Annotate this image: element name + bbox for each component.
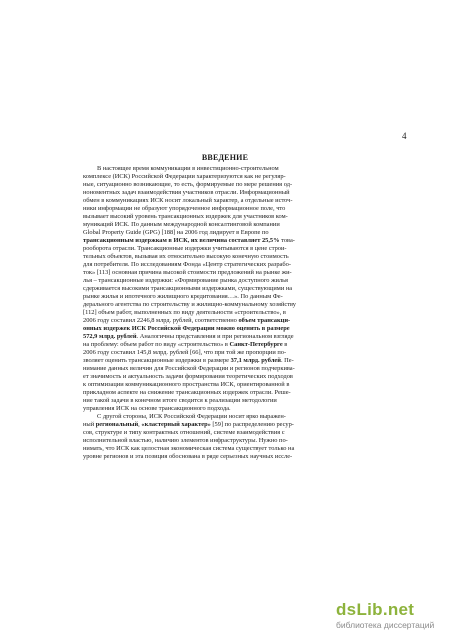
text-run: 2006 году составил 145,8 млрд. рублей [66], что при той же пропорции по-: [83, 349, 287, 356]
text-run: сов, структуре и типу контрактных отношений, системе взаимодействия с: [83, 429, 285, 436]
text-run: тельных объектов, вызывая их относительно высокую конечную стоимость: [83, 253, 289, 260]
logo-subtitle: библиотека диссертаций: [336, 620, 435, 630]
text-run: лья – трансакционные издержки: «Формирование рынка доступного жилья: [83, 277, 288, 284]
text-run: . Аналогичны представления и при региональном взгляде: [136, 333, 294, 340]
text-run: уровне регионов и эта позиция обоснована в ряде серьезных научных иссле-: [83, 453, 293, 460]
text-run: 572,9 млрд. рублей: [83, 333, 137, 340]
text-line: [83, 189, 379, 197]
section-heading: ВВЕДЕНИЕ: [201, 153, 249, 162]
text-line: [83, 285, 379, 293]
page-number: 4: [402, 131, 407, 141]
text-run: онных издержек ИСК Российской Федерации можно оценить в размере: [83, 325, 290, 332]
text-run: для потребителя. По исследованиям Фонда «Центр стратегических разрабо-: [83, 261, 291, 268]
text-run: нономентных задач взаимодействия участников отрасли. Информационный: [83, 189, 290, 196]
text-line: [83, 293, 379, 301]
text-line: [83, 197, 379, 205]
text-run: региональный: [95, 421, 139, 428]
text-run: исполнительной властью, наличию элементов инфраструктуры. Нужно по-: [83, 437, 288, 444]
text-run: нимание данных величин для Российской Федерации и регионов подчеркива-: [83, 365, 295, 372]
text-run: ние такой задачи в конечном итоге сводится к реализации методологии: [83, 397, 277, 404]
logo-title: dsLib.net: [336, 600, 415, 619]
text-line: [83, 405, 379, 413]
text-run: в: [282, 341, 288, 348]
text-line: [83, 317, 379, 325]
text-run: обмен в коммуникациях ИСК носит локальный характер, а отдельные источ-: [83, 197, 293, 204]
text-line: [83, 221, 379, 229]
text-line: [83, 173, 379, 181]
text-line: [83, 165, 379, 173]
text-run: . Пе-: [280, 357, 294, 364]
text-line: [83, 245, 379, 253]
text-line: [83, 213, 379, 221]
text-line: [83, 445, 379, 453]
text-line: [83, 365, 379, 373]
text-line: [83, 397, 379, 405]
text-run: това-: [279, 237, 295, 244]
text-line: [83, 229, 379, 237]
text-run: нимать, что ИСК как целостная экономическая система существует только на: [83, 445, 295, 452]
text-run: 2006 году составил 2246,8 млрд. рублей, соответственно: [83, 317, 239, 324]
text-run: ,: [138, 421, 142, 428]
text-run: [112] объем работ, выполненных по виду деятельности «строительство», в: [83, 309, 286, 316]
text-run: трансакционным издержкам в ИСК, их величина составляет 25,5%: [83, 237, 280, 244]
text-line: [83, 181, 379, 189]
text-run: С другой стороны, ИСК Российской Федерации носит ярко выражен-: [97, 413, 286, 420]
text-line: [83, 325, 379, 333]
text-run: сдерживается высокими трансакционными издержками, существующими на: [83, 285, 293, 292]
text-run: рооборота отрасли. Трансакционные издержки учитываются в цене строи-: [83, 245, 287, 252]
text-line: [83, 413, 379, 421]
text-run: дерального агентства по строительству и жилищно-коммунальному хозяйству: [83, 301, 296, 308]
text-run: ет значимость и актуальность задачи формирования теоретических подходов: [83, 373, 293, 380]
text-line: [83, 277, 379, 285]
text-line: [83, 373, 379, 381]
text-line: [83, 261, 379, 269]
text-run: вызывает высокий уровень трансакционных издержек для участников ком-: [83, 213, 288, 220]
text-run: Санкт-Петербурге: [229, 341, 283, 348]
text-run: Global Property Guide (GPG) [188] на 2006 год лидирует в Европе по: [83, 229, 269, 236]
text-line: [83, 333, 379, 341]
text-line: [83, 237, 379, 245]
text-run: на проблему: объем работ по виду «строительство» в: [83, 341, 230, 348]
text-line: [83, 421, 379, 429]
text-line: [83, 309, 379, 317]
text-line: [83, 205, 379, 213]
text-run: [59] по распределению ресур-: [210, 421, 294, 428]
text-run: зволяет оценить трансакционные издержки в размере: [83, 357, 231, 364]
text-run: ники информации не образуют упорядоченное информационное поле, что: [83, 205, 286, 212]
text-run: ток» [113] основная причина высокой стоимости предложений на рынке жи-: [83, 269, 292, 276]
text-run: управления ИСК на основе трансакционного подхода.: [83, 405, 231, 412]
text-line: [83, 269, 379, 277]
text-line: [83, 453, 379, 461]
text-run: объем трансакци-: [238, 317, 291, 324]
text-run: комплексе (ИСК) Российской Федерации характеризуются как не регуляр-: [83, 173, 286, 180]
text-line: [83, 389, 379, 397]
body-text: [83, 165, 379, 461]
text-run: прикладном аспекте на снижение трансакционных издержек отрасли. Реше-: [83, 389, 291, 396]
text-run: 37,1 млрд. рублей: [230, 357, 281, 364]
text-run: ные, ситуационно возникающие, то есть, формируемые по мере решения од-: [83, 181, 293, 188]
text-run: ный: [83, 421, 96, 428]
text-line: [83, 349, 379, 357]
dslib-logo[interactable]: [336, 600, 444, 634]
text-run: «кластерный характер»: [141, 421, 211, 428]
text-run: к оптимизации коммуникационного пространства ИСК, ориентированной в: [83, 381, 290, 388]
text-line: [83, 381, 379, 389]
text-line: [83, 341, 379, 349]
text-run: рынке жилья и ипотечного жилищного кредитования…». По данным Фе-: [83, 293, 283, 300]
text-line: [83, 437, 379, 445]
text-line: [83, 253, 379, 261]
text-run: муникаций ИСК. По данным международной консалтинговой компании: [83, 221, 280, 228]
text-line: [83, 357, 379, 365]
text-line: [83, 429, 379, 437]
text-line: [83, 301, 379, 309]
text-run: В настоящее время коммуникации в инвестиционно-строительном: [97, 165, 279, 172]
